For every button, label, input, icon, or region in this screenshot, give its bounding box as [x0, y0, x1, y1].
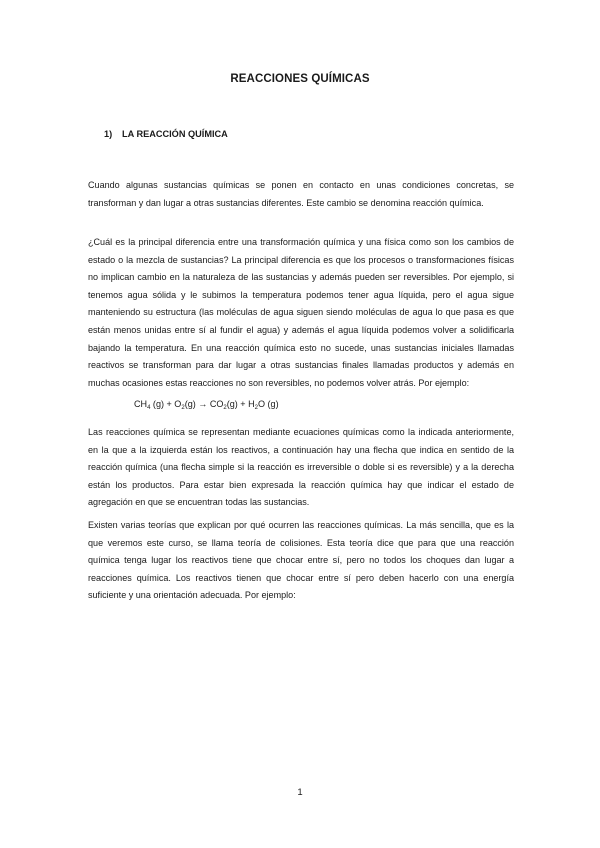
- paragraph-collision-theory: Existen varias teorías que explican por qué ocurren las reacciones químicas. La más sencilla, que es la que veremos este curso, se llama teoría de colisiones. Esta teoría dice que para que una reacción química tenga lugar los reactivos tiene que chocar entre sí, pero no todos los choques dan lugar a reacciones química. Los reactivos tienen que chocar entre sí pero deben hacerlo con una energía suficiente y una orientación adecuada. Por ejemplo:: [88, 520, 514, 601]
- equation-part: (g) + O: [150, 399, 182, 409]
- equation-part: (g) + H: [226, 399, 255, 409]
- chemical-equation: [134, 399, 279, 409]
- equation-subscript: 2: [223, 405, 227, 411]
- page-number: 1: [297, 787, 303, 798]
- section-heading: [104, 129, 228, 139]
- equation-subscript: 2: [181, 405, 185, 411]
- document-title: REACCIONES QUÍMICAS: [230, 73, 370, 85]
- equation-part: O (g): [257, 399, 279, 409]
- equation-reactant-1: CH: [134, 399, 148, 409]
- section-number: 1): [104, 129, 113, 139]
- equation-part: (g) → CO: [184, 399, 224, 409]
- equation-subscript: 2: [254, 405, 258, 411]
- paragraph-equations: Las reacciones química se representan mediante ecuaciones químicas como la indicada anteriormente, en la que a la izquierda están los reactivos, a continuación hay una flecha que indica en sentido de la reacción química (una flecha simple si la reacción es irreversible o doble si es reversible) y a la derecha están los productos. Para estar bien expresada la reacción química hay que indicar el estado de agregación en que se encuentran todas las sustancias.: [88, 427, 514, 508]
- equation-subscript: 4: [147, 405, 151, 411]
- paragraph-difference: ¿Cuál es la principal diferencia entre una transformación química y una física como son los cambios de estado o la mezcla de sustancias? La principal diferencia es que los procesos o transformaciones físicas no implican cambio en la naturaleza de las sustancias y además pueden ser reversibles. Por ejemplo, si tenemos agua sólida y le subimos la temperatura podemos tener agua líquida, pero el agua sigue manteniendo su estructura (las moléculas de agua siguen siendo moléculas de agua lo que pasa es que están menos unidas entre sí al fundir el agua) y además el agua líquida podemos volver a solidificarla bajando la temperatura. En una reacción química esto no sucede, unas sustancias iniciales llamadas reactivos se transforman para dar lugar a otras sustancias finales llamadas productos y además en muchas ocasiones estas reacciones no son reversibles, no podemos volver atrás. Por ejemplo:: [88, 237, 514, 388]
- section-title: LA REACCIÓN QUÍMICA: [122, 129, 228, 139]
- paragraph-intro: Cuando algunas sustancias químicas se ponen en contacto en unas condiciones concretas, se transforman y dan lugar a otras sustancias diferentes. Este cambio se denomina reacción química.: [88, 180, 514, 208]
